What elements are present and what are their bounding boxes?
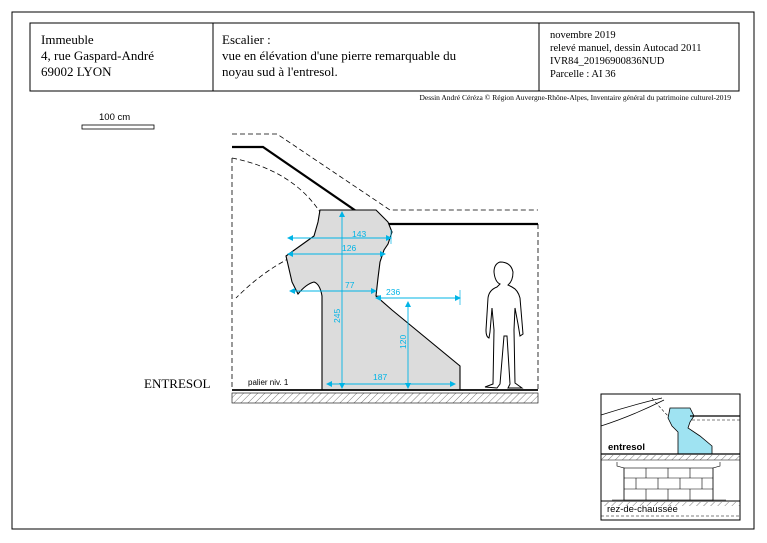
upper-dashed-outline [232, 134, 538, 210]
scale-bar-label: 100 cm [99, 112, 131, 123]
vault-dashed-arc [232, 158, 320, 212]
dimension-label: 187 [373, 372, 388, 382]
meta-parcel: Parcelle : AI 36 [550, 69, 616, 80]
address-line-2: 4, rue Gaspard-André [41, 48, 154, 63]
dimension-label: 236 [386, 287, 401, 297]
dimension-label: 120 [398, 334, 408, 349]
human-figure [485, 262, 523, 388]
meta-method: relevé manuel, dessin Autocad 2011 [550, 43, 702, 54]
staircase-elevation [232, 134, 538, 403]
dimension-label: 143 [352, 229, 367, 239]
lower-dashed-arc [236, 258, 290, 298]
landing-label: palier niv. 1 [248, 378, 289, 387]
inset-lower-label: rez-de-chaussée [607, 504, 678, 515]
dimension-label: 77 [345, 280, 355, 290]
title-block [30, 23, 739, 91]
meta-date: novembre 2019 [550, 30, 616, 41]
level-label: ENTRESOL [144, 376, 211, 391]
subject-line-3: noyau sud à l'entresol. [222, 64, 338, 79]
floor-hatch [232, 393, 538, 403]
stair-soffit-line [232, 147, 538, 224]
subject-line-1: Escalier : [222, 32, 271, 47]
dimension-label: 245 [332, 308, 342, 323]
inset-upper-label: entresol [608, 442, 645, 453]
address-line-1: Immeuble [41, 32, 94, 47]
subject-line-2: vue en élévation d'une pierre remarquable du [222, 48, 457, 63]
scale-bar [82, 112, 154, 129]
address-line-3: 69002 LYON [41, 64, 112, 79]
dimension-label: 126 [342, 243, 357, 253]
remarkable-stone [286, 210, 460, 390]
meta-reference: IVR84_20196900836NUD [550, 56, 665, 67]
location-inset [601, 394, 740, 520]
credit-line: Dessin André Céréza © Région Auvergne-Rhône-Alpes, Inventaire général du patrimoine culturel-2019 [419, 93, 731, 102]
